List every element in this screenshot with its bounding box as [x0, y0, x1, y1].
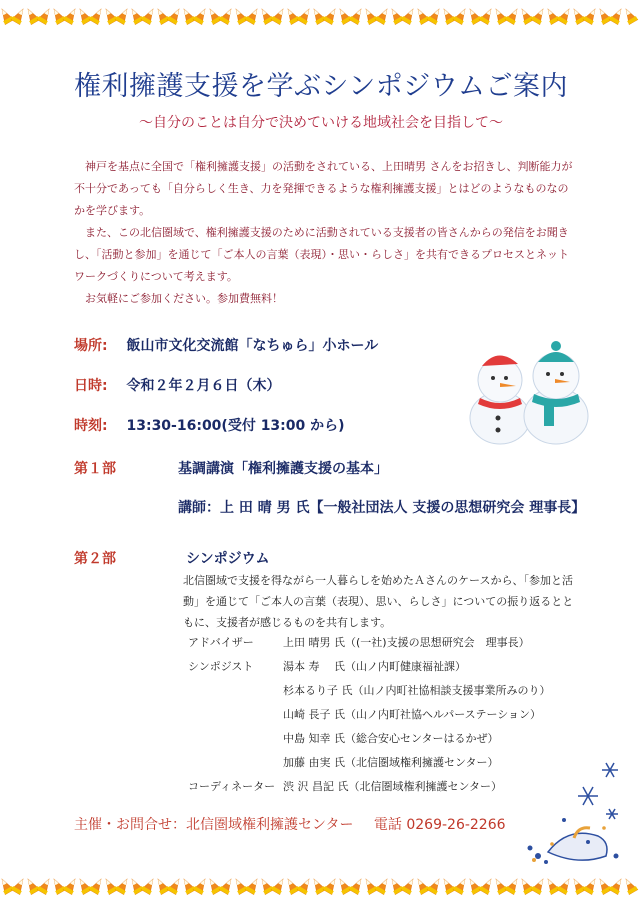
- intro-paragraph: お気軽にご参加ください。参加費無料！: [85, 292, 283, 305]
- place-label: 場所:: [74, 338, 108, 354]
- page-subtitle: ～自分のことは自分で決めていける地域社会を目指して～: [139, 115, 503, 131]
- part2-label: [74, 548, 116, 568]
- date-row: [74, 375, 280, 395]
- part2-description: 北信圏域で支援を得ながら一人暮らしを始めたＡさんのケースから、「参加と活動」を通じて「ご本人の言葉（表現）、思い、らしさ」についての振り返るとともに、支援者が感じるものを共有します。: [183, 574, 574, 629]
- roster-role: シンポジスト: [188, 660, 254, 673]
- part2-title-text: シンポジウム: [186, 551, 270, 567]
- snowman-pair-illustration: [458, 338, 598, 448]
- roster-role: アドバイザー: [188, 636, 254, 649]
- part2-label-text: 第２部: [74, 551, 116, 567]
- roster-person: 湯本 寿 氏（山ノ内町健康福祉課）: [283, 660, 466, 673]
- roster-person: 上田 晴男 氏（(一社)支援の思想研究会 理事長）: [283, 636, 530, 649]
- intro-text: [74, 156, 574, 310]
- time-value: 13:30-16:00(受付 13:00 から): [126, 418, 345, 434]
- snowflake-bird-illustration: [518, 756, 628, 871]
- date-label: 日時:: [74, 378, 108, 394]
- roster-person: 加藤 由実 氏（北信圏域権利擁護センター）: [283, 756, 499, 769]
- roster-person: 山崎 長子 氏（山ノ内町社協ヘルパーステーション）: [283, 708, 542, 721]
- part2-title: [186, 548, 270, 568]
- part1-title-text: 基調講演「権利擁護支援の基本」: [178, 461, 388, 477]
- candy-corn-border-bottom: [0, 872, 642, 900]
- roster-person: 中島 知幸 氏（総合安心センターはるかぜ）: [283, 732, 499, 745]
- place-row: [74, 335, 378, 355]
- part1-lecturer: [178, 497, 585, 517]
- candy-corn-border-top: [0, 2, 642, 30]
- time-label: 時刻:: [74, 418, 108, 434]
- roster-role: コーディネーター: [188, 780, 276, 793]
- roster-person: 杉本るり子 氏（山ノ内町社協相談支援事業所みのり）: [283, 684, 551, 697]
- time-row: [74, 415, 345, 435]
- footer-phone: 電話 0269-26-2266: [373, 817, 506, 833]
- footer-organizer: 主催・お問合せ：北信圏域権利擁護センター: [74, 817, 354, 833]
- part1-lecturer-text: 講師：上 田 晴 男 氏【一般社団法人 支援の思想研究会 理事長】: [178, 500, 586, 516]
- roster-person: 渋 沢 昌記 氏（北信圏域権利擁護センター）: [283, 780, 503, 793]
- intro-paragraph: 神戸を基点に全国で「権利擁護支援」の活動をされている、上田晴男 さんをお招きし、判断能力が不十分であっても「自分らしく生き、力を発揮できるような権利擁護支援」とはどのようなものなのかを学びます。: [74, 160, 573, 217]
- date-value: 令和２年２月６日（木）: [126, 378, 281, 394]
- part1-title: [178, 458, 388, 478]
- place-value: 飯山市文化交流館「なちゅら」小ホール: [126, 338, 379, 354]
- page-title: 権利擁護支援を学ぶシンポジウムご案内: [73, 71, 569, 102]
- part1-label: [74, 458, 116, 478]
- part1-label-text: 第１部: [74, 461, 116, 477]
- footer-contact: [74, 814, 522, 834]
- intro-paragraph: また、この北信圏域で、権利擁護支援のために活動されている支援者の皆さんからの発信をお聞きし、「活動と参加」を通じて「ご本人の言葉（表現）・思い・らしさ」を共有できるプロセスとネットワークづくりについて考えます。: [74, 226, 569, 283]
